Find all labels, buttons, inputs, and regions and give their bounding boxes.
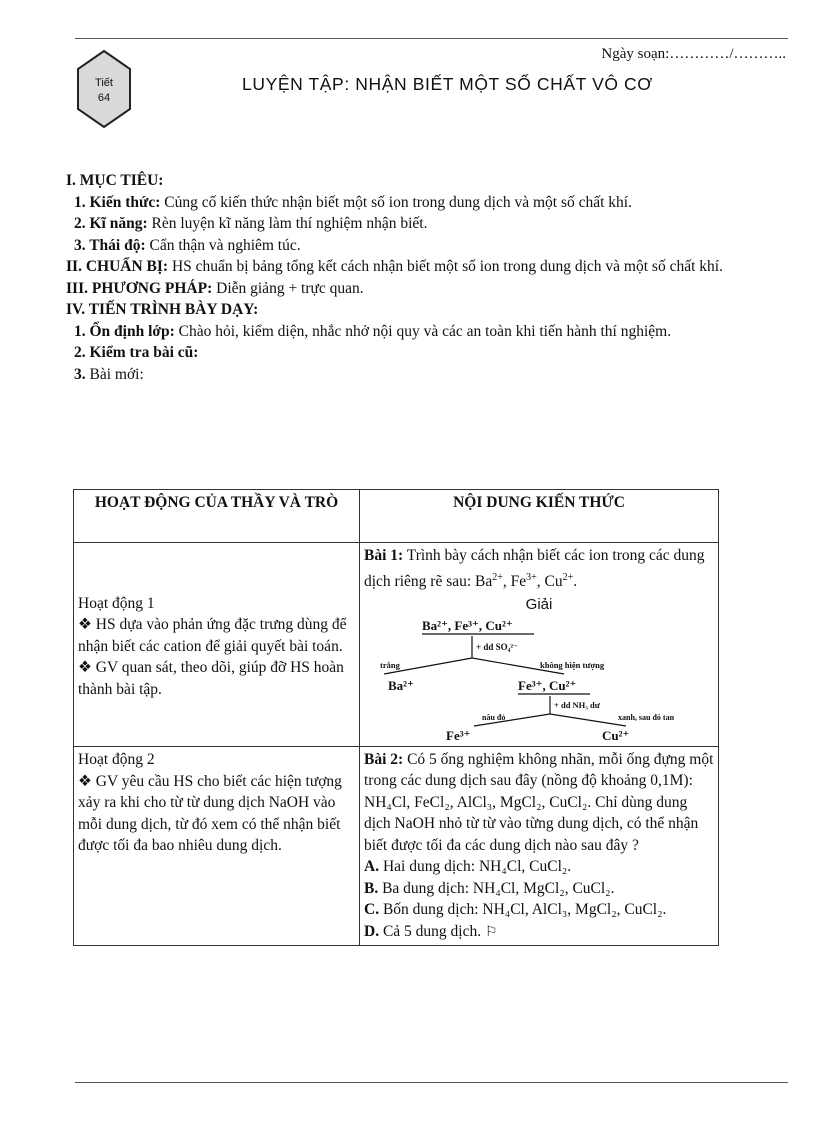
activity-cell bbox=[74, 543, 360, 747]
spacer bbox=[78, 857, 355, 943]
observation-label: trắng bbox=[380, 659, 400, 670]
paragraph: II. CHUẨN BỊ: HS chuẩn bị bảng tổng kết cách nhận biết một số ion trong dung dịch và một số chất khí. bbox=[66, 258, 723, 275]
answer-option-correct: D. Cả 5 dung dịch. ⚐ bbox=[364, 922, 498, 940]
lesson-badge-text bbox=[75, 76, 133, 106]
table-header-row bbox=[74, 490, 719, 543]
activity-bullet: ❖ HS dựa vào phản ứng đặc trưng dùng để nhận biết các cation để giải quyết bài toán. bbox=[78, 616, 347, 655]
ion-label: Fe³⁺ bbox=[446, 727, 471, 743]
identification-diagram bbox=[364, 616, 714, 744]
problem-text: Bài 2: Có 5 ống nghiệm không nhãn, mỗi ống đựng một trong các dung dịch sau đây (nồng độ khoảng 0,1M): NH₄Cl, FeCl₂, AlCl₃, MgCl₂, CuCl₂. Chỉ dùng dung dịch NaOH nhỏ từ từ vào từng dung dịch, có thể nhận biết được tối đa các dung dịch nào sau đây ? bbox=[364, 750, 714, 854]
reagent-label: + dd NH₃ dư bbox=[554, 699, 600, 710]
reagent-label: + dd SO₄²⁻ bbox=[476, 641, 518, 652]
problem-text: Bài 1: Trình bày cách nhận biết các ion trong các dung dịch riêng rẽ sau: $Ba^{2+}$, $Fe^{3+}$, $Cu^{2+}$. bbox=[364, 547, 705, 590]
content-cell bbox=[360, 543, 719, 747]
paragraph: 1. Ổn định lớp: Chào hỏi, kiểm diện, nhắc nhở nội quy và các an toàn khi tiến hành thí nghiệm. bbox=[74, 322, 672, 340]
activity-title: Hoạt động 2 bbox=[78, 751, 155, 769]
ion-label: Ba²⁺ bbox=[388, 677, 414, 693]
answer-option: B. Ba dung dịch: NH₄Cl, MgCl₂, CuCl₂. bbox=[364, 879, 615, 897]
page-title: LUYỆN TẬP: NHẬN BIẾT MỘT SỐ CHẤT VÔ CƠ bbox=[242, 74, 653, 94]
paragraph: 3. Bài mới: bbox=[74, 365, 144, 383]
column-header: NỘI DUNG KIẾN THỨC bbox=[360, 490, 719, 543]
table-row bbox=[74, 746, 719, 946]
ion-label: Fe³⁺, Cu²⁺ bbox=[518, 677, 577, 693]
column-header: HOẠT ĐỘNG CỦA THẦY VÀ TRÒ bbox=[74, 490, 360, 543]
paragraph: III. PHƯƠNG PHÁP: Diễn giảng + trực quan. bbox=[66, 279, 364, 297]
activity-cell bbox=[74, 746, 360, 946]
date-prepared: Ngày soạn:…………/……….. bbox=[601, 46, 786, 62]
paragraph: 2. Kiểm tra bài cũ: bbox=[74, 344, 199, 361]
activity-title: Hoạt động 1 bbox=[78, 594, 155, 612]
paragraph: 3. Thái độ: Cẩn thận và nghiêm túc. bbox=[74, 236, 301, 254]
section-heading: IV. TIẾN TRÌNH BÀY DẠY: bbox=[66, 301, 259, 318]
section-heading: I. MỤC TIÊU: bbox=[66, 172, 164, 189]
solution-heading: Giải bbox=[525, 596, 553, 614]
ion-label: Cu²⁺ bbox=[602, 727, 630, 743]
paragraph: 1. Kiến thức: Củng cố kiến thức nhận biết một số ion trong dung dịch và một số chất khí. bbox=[74, 193, 632, 211]
badge-line1: Tiết bbox=[95, 77, 113, 89]
answer-option: C. Bốn dung dịch: NH₄Cl, AlCl₃, MgCl₂, CuCl₂. bbox=[364, 901, 667, 919]
document-body bbox=[66, 170, 790, 385]
observation-label: nâu đỏ bbox=[482, 712, 506, 722]
observation-label: không hiện tượng bbox=[540, 659, 605, 670]
badge-line2: 64 bbox=[97, 92, 111, 104]
paragraph: 2. Kĩ năng: Rèn luyện kĩ năng làm thí nghiệm nhận biết. bbox=[74, 215, 428, 232]
diagram-top-ions: Ba²⁺, Fe³⁺, Cu²⁺ bbox=[422, 617, 513, 633]
activity-bullet: ❖ GV yêu cầu HS cho biết các hiện tượng xảy ra khi cho từ từ dung dịch NaOH vào mỗi dung dịch, từ đó xem có thể nhận biết được tối đa bao nhiêu dung dịch. bbox=[78, 772, 342, 855]
branch-line bbox=[550, 714, 626, 726]
content-cell bbox=[360, 746, 719, 946]
table-row bbox=[74, 543, 719, 747]
lesson-table bbox=[73, 489, 719, 946]
answer-option: A. Hai dung dịch: NH₄Cl, CuCl₂. bbox=[364, 858, 572, 876]
observation-label: xanh, sau đó tan bbox=[618, 712, 675, 722]
top-rule bbox=[75, 38, 788, 39]
activity-bullet: ❖ GV quan sát, theo dõi, giúp đỡ HS hoàn thành bài tập. bbox=[78, 659, 344, 698]
flag-icon: ⚐ bbox=[484, 924, 498, 940]
bottom-rule bbox=[75, 1082, 788, 1083]
